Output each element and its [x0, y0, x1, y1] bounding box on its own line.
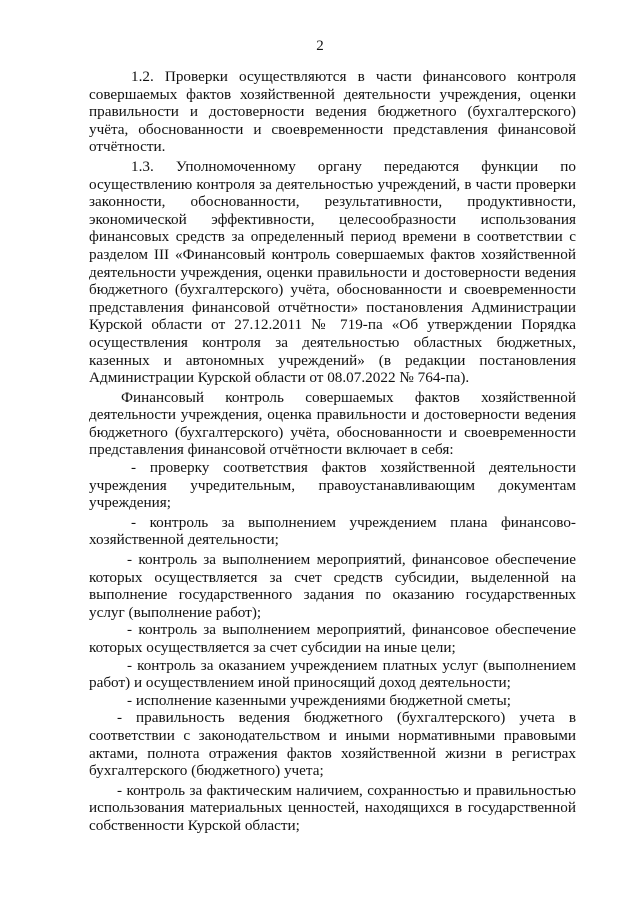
document-body: [89, 68, 576, 835]
list-item: - контроль за фактическим наличием, сохранностью и правильностью использования материальных ценностей, находящихся в государственной собственности Курской области;: [89, 781, 576, 834]
list-item: - контроль за выполнением учреждением плана финансово-хозяйственной деятельности;: [89, 513, 576, 549]
paragraph-1-2: 1.2. Проверки осуществляются в части финансового контроля совершаемых фактов хозяйственной деятельности учреждения, оценки правильности и достоверности ведения бюджетного (бухгалтерского) учёта, обоснованности и своевременности представления финансовой отчётности.: [89, 68, 576, 156]
list-item: - контроль за выполнением мероприятий, финансовое обеспечение которых осуществляется за счет субсидии на иные цели;: [89, 621, 576, 656]
list-item: - исполнение казенными учреждениями бюджетной сметы;: [127, 691, 511, 709]
list-item: - проверку соответствия фактов хозяйственной деятельности учреждения учредительным, правоустанавливающим документам учреждения;: [89, 459, 576, 512]
paragraph-1-3: 1.3. Уполномоченному органу передаются функции по осуществлению контроля за деятельностью учреждений, в части проверки законности, обоснованности, результативности, продуктивности, экономической эффективности, целесообразности использования финансовых средств за определенный период времени в соответствии с разделом III «Финансовый контроль совершаемых фактов хозяйственной деятельности учреждения, оценки правильности и достоверности ведения бюджетного (бухгалтерского) учёта, обоснованности и своевременности представления финансовой отчётности» постановления Администрации Курской области от 27.12.2011 № 719-па «Об утверждении Порядка осуществления контроля за деятельностью областных бюджетных, казенных и автономных учреждений» (в редакции постановления Администрации Курской области от 08.07.2022 № 764-па).: [89, 157, 576, 387]
list-item: - контроль за выполнением мероприятий, финансовое обеспечение которых осуществляется за счет средств субсидии, выделенной на выполнение государственного задания по оказанию государственных услуг (выполнение работ);: [89, 551, 576, 621]
page-number: 2: [316, 38, 324, 54]
paragraph-financial-control: Финансовый контроль совершаемых фактов хозяйственной деятельности учреждения, оценка правильности и достоверности ведения бюджетного (бухгалтерского) учёта, обоснованности и своевременности представления финансовой отчётности включает в себя:: [89, 388, 576, 459]
list-item: - правильность ведения бюджетного (бухгалтерского) учета в соответствии с законодательством и иными нормативными правовыми актами, полнота отражения фактов хозяйственной жизни в регистрах бухгалтерского (бюджетного) учета;: [89, 709, 576, 780]
list-item: - контроль за оказанием учреждением платных услуг (выполнением работ) и осуществлением иной приносящий доход деятельности;: [89, 656, 576, 692]
